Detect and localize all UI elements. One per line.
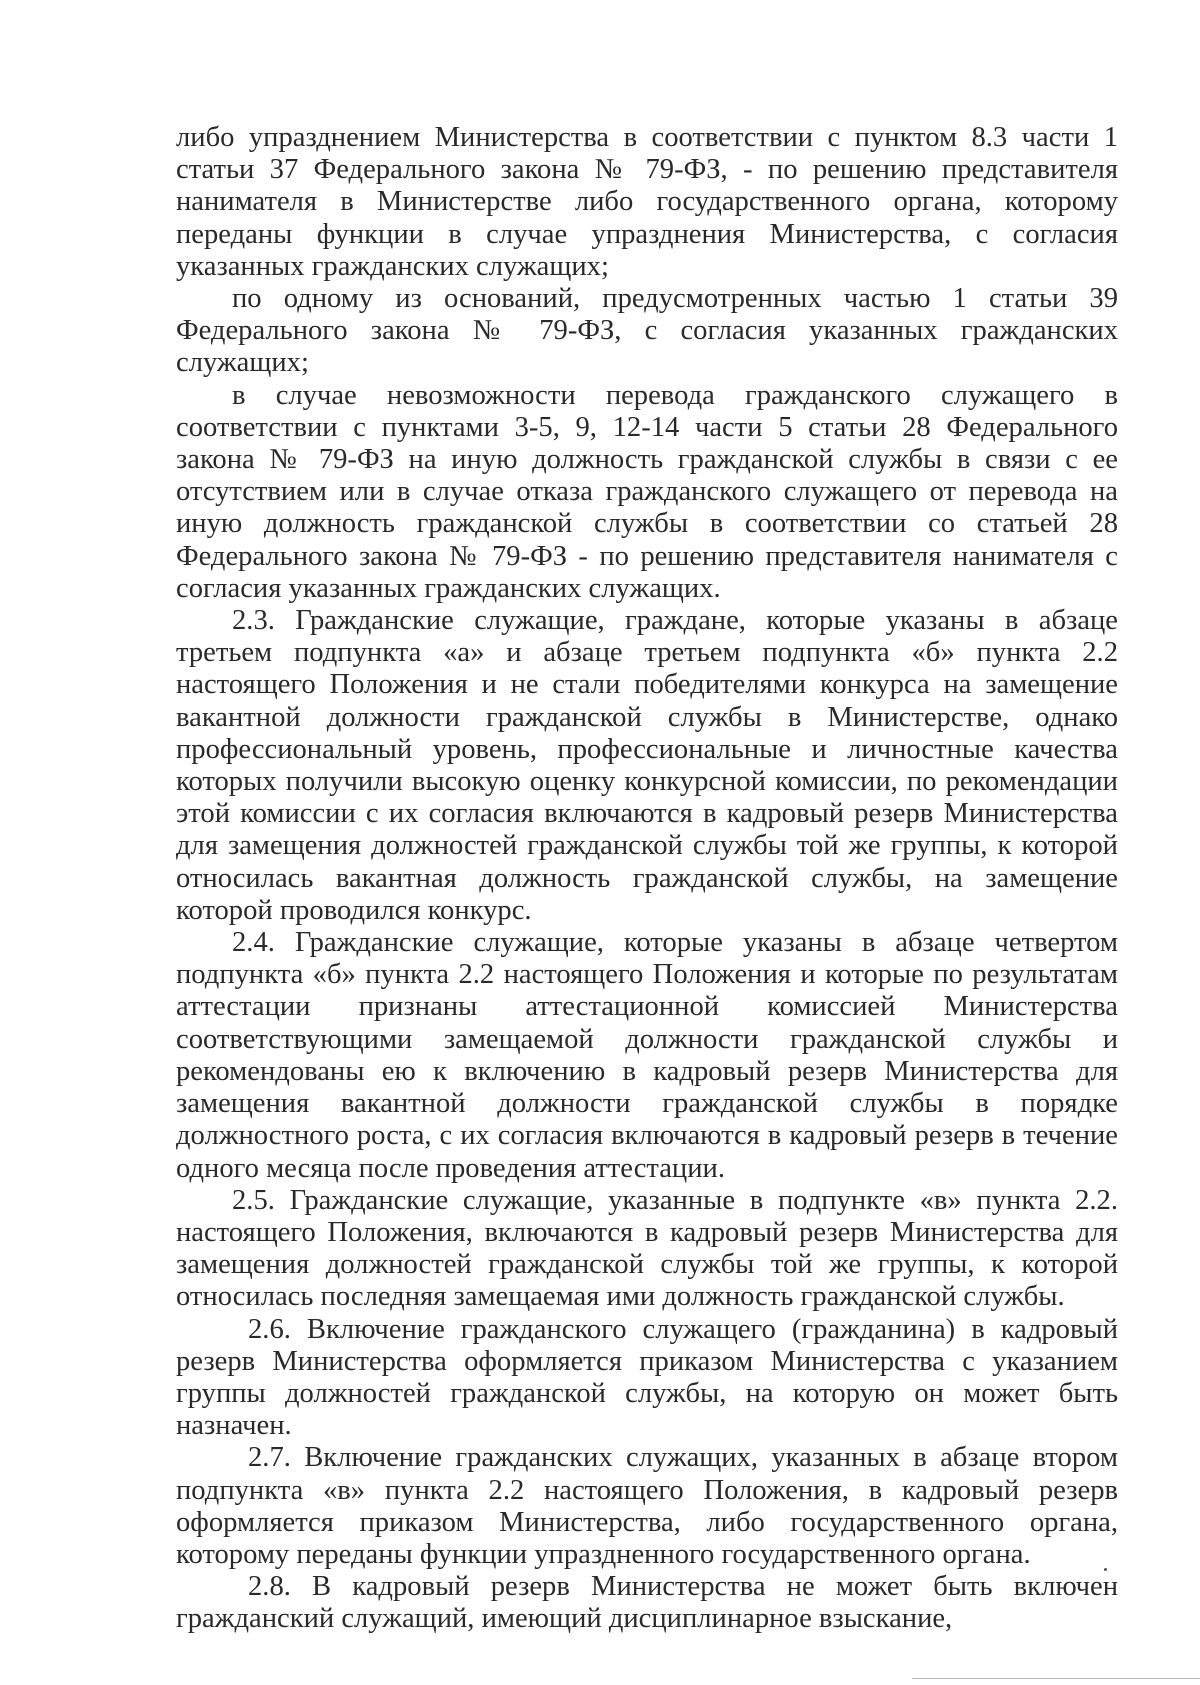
scan-speck [1104,1568,1107,1571]
paragraph-2-8: 2.8. В кадровый резерв Министерства не может быть включен гражданский служащий, имеющий дисциплинарное взыскание, [176,1571,1118,1635]
paragraph-2-4: 2.4. Гражданские служащие, которые указаны в абзаце четвертом подпункта «б» пункта 2.2 настоящего Положения и которые по результатам аттестации признаны аттестационной комиссией Министерства соответствующими замещаемой должности гражданской службы и рекомендованы ею к включению в кадровый резерв Министерства для замещения вакантной должности гражданской службы в порядке должностного роста, с их согласия включаются в кадровый резерв в течение одного месяца после проведения аттестации. [176,927,1118,1184]
document-body [176,122,1118,1636]
paragraph-2-6: 2.6. Включение гражданского служащего (гражданина) в кадровый резерв Министерства оформляется приказом Министерства с указанием группы должностей гражданской службы, на которую он может быть назначен. [176,1313,1118,1442]
scan-edge-line [912,1678,1200,1679]
paragraph-article-39: по одному из оснований, предусмотренных частью 1 статьи 39 Федерального закона № 79-ФЗ, с согласия указанных гражданских служащих; [176,283,1118,379]
paragraph-2-5: 2.5. Гражданские служащие, указанные в подпункте «в» пункта 2.2. настоящего Положения, включаются в кадровый резерв Министерства для замещения должностей гражданской службы той же группы, к которой относилась последняя замещаемая ими должность гражданской службы. [176,1184,1118,1313]
paragraph-transfer-impossible: в случае невозможности перевода гражданского служащего в соответствии с пунктами 3-5, 9, 12-14 части 5 статьи 28 Федерального закона № 79-ФЗ на иную должность гражданской службы в связи с ее отсутствием или в случае отказа гражданского служащего от перевода на иную должность гражданской службы в соответствии со статьей 28 Федерального закона № 79-ФЗ - по решению представителя нанимателя с согласия указанных гражданских служащих. [176,379,1118,604]
paragraph-continuation: либо упразднением Министерства в соответствии с пунктом 8.3 части 1 статьи 37 Федерального закона № 79-ФЗ, - по решению представителя нанимателя в Министерстве либо государственного органа, которому переданы функции в случае упразднения Министерства, с согласия указанных гражданских служащих; [176,122,1118,282]
paragraph-2-7: 2.7. Включение гражданских служащих, указанных в абзаце втором подпункта «в» пункта 2.2 настоящего Положения, в кадровый резерв оформляется приказом Министерства, либо государственного органа, которому переданы функции упраздненного государственного органа. [176,1442,1118,1570]
paragraph-2-3: 2.3. Гражданские служащие, граждане, которые указаны в абзаце третьем подпункта «а» и абзаце третьем подпункта «б» пункта 2.2 настоящего Положения и не стали победителями конкурса на замещение вакантной должности гражданской службы в Министерстве, однако профессиональный уровень, профессиональные и личностные качества которых получили высокую оценку конкурсной комиссии, по рекомендации этой комиссии с их согласия включаются в кадровый резерв Министерства для замещения должностей гражданской службы той же группы, к которой относилась вакантная должность гражданской службы, на замещение которой проводился конкурс. [176,605,1118,926]
